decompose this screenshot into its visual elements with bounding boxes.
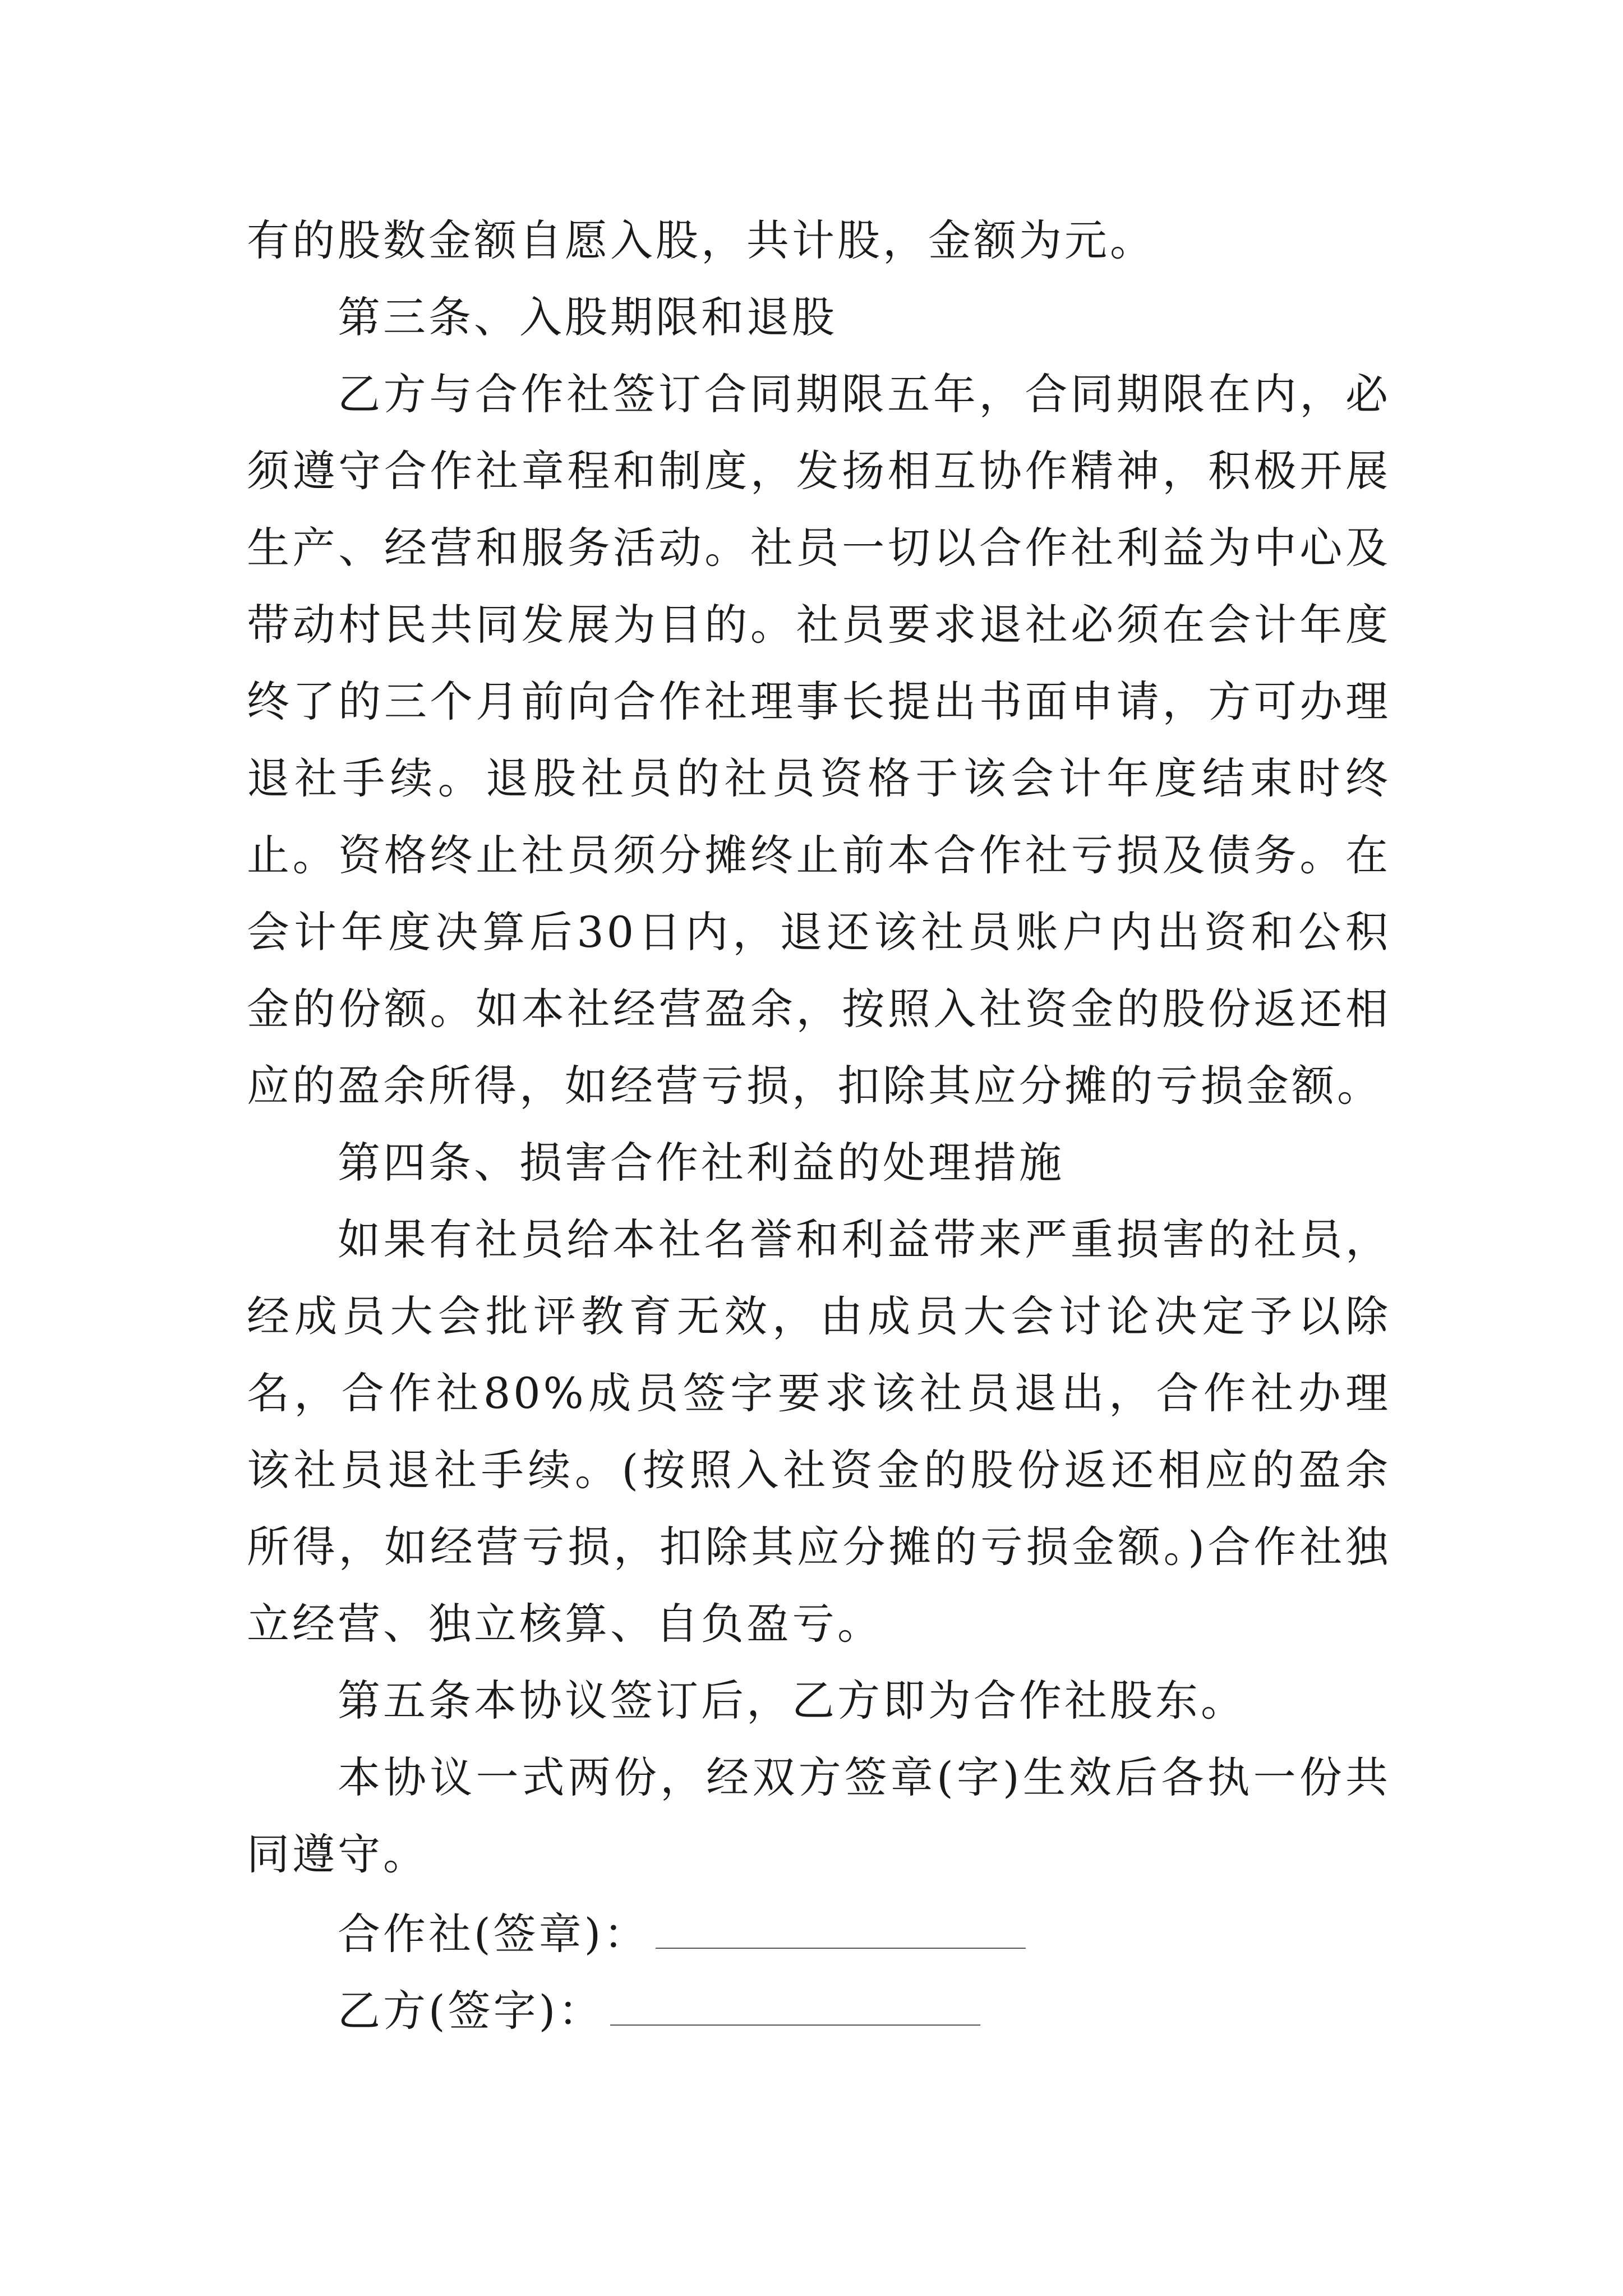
party-b-signature-line — [338, 1983, 980, 2039]
article-3-heading: 第三条、入股期限和退股 — [338, 292, 837, 342]
cooperative-signature-label: 合作社(签章)： — [338, 1909, 649, 1959]
cooperative-signature-line — [338, 1906, 1026, 1962]
article-4-heading: 第四条、损害合作社利益的处理措施 — [338, 1138, 1064, 1188]
paragraph-shares: 有的股数金额自愿入股，共计股，金额为元。 — [247, 215, 1155, 265]
article-3-body: 乙方与合作社签订合同期限五年，合同期限在内，必须遵守合作社章程和制度，发扬相互协作精神，积极开展生产、经营和服务活动。社员一切以合作社利益为中心及带动村民共同发展为目的。社员要求退社必须在会计年度终了的三个月前向合作社理事长提出书面申请，方可办理退社手续。退股社员的社员资格于该会计年度结束时终止。资格终止社员须分摊终止前本合作社亏损及债务。在会计年度决算后30日内，退还该社员账户内出资和公积金的份额。如本社经营盈余，按照入社资金的股份返还相应的盈余所得，如经营亏损，扣除其应分摊的亏损金额。 — [247, 369, 1391, 1111]
party-b-signature-label: 乙方(签字)： — [338, 1986, 604, 2036]
article-5: 第五条本协议签订后，乙方即为合作社股东。 — [338, 1676, 1246, 1726]
document-body — [247, 202, 1391, 1893]
party-b-signature-blank — [610, 1991, 980, 2026]
cooperative-signature-blank — [656, 1914, 1026, 1949]
copies-clause: 本协议一式两份，经双方签章(字)生效后各执一份共同遵守。 — [247, 1752, 1391, 1879]
article-4-body: 如果有社员给本社名誉和利益带来严重损害的社员，经成员大会批评教育无效，由成员大会讨论决定予以除名，合作社80%成员签字要求该社员退出，合作社办理该社员退社手续。(按照入社资金的股份返还相应的盈余所得，如经营亏损，扣除其应分摊的亏损金额。)合作社独立经营、独立核算、自负盈亏。 — [247, 1214, 1391, 1649]
